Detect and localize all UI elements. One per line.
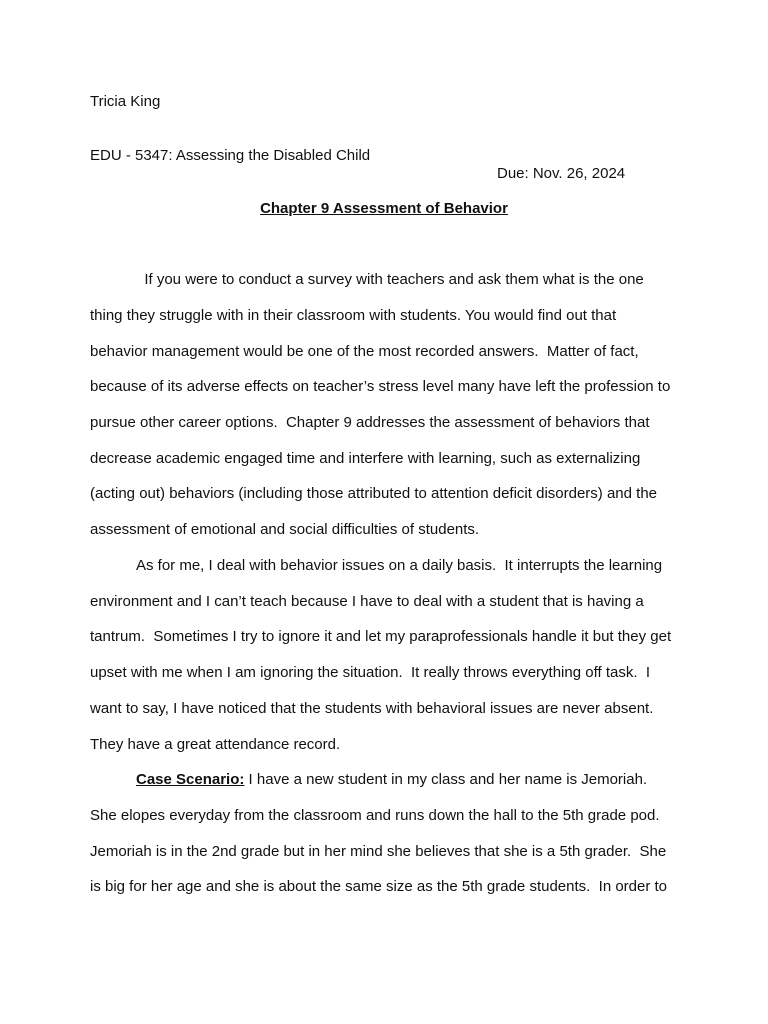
case-scenario-label: Case Scenario: <box>136 771 245 788</box>
paragraph-1-line: because of its adverse effects on teacher’s stress level many have left the profession to <box>90 378 671 395</box>
author-name: Tricia King <box>90 93 161 110</box>
paragraph-1-line: behavior management would be one of the most recorded answers. Matter of fact, <box>90 343 639 360</box>
paragraph-3-line: Jemoriah is in the 2nd grade but in her mind she believes that she is a 5th grader. She <box>90 843 667 860</box>
paragraph-2-line: upset with me when I am ignoring the situation. It really throws everything off task. I <box>90 664 650 681</box>
paragraph-2-line: They have a great attendance record. <box>90 736 341 753</box>
course-title: EDU - 5347: Assessing the Disabled Child <box>90 147 371 164</box>
paragraph-3-line: She elopes everyday from the classroom and runs down the hall to the 5th grade pod. <box>90 807 660 824</box>
paragraph-2-line: tantrum. Sometimes I try to ignore it and let my paraprofessionals handle it but they get <box>90 628 672 645</box>
paragraph-3-first-line <box>136 771 647 789</box>
paragraph-1-line: assessment of emotional and social difficulties of students. <box>90 521 480 538</box>
case-scenario-text: I have a new student in my class and her name is Jemoriah. <box>244 771 648 788</box>
paragraph-3-line: is big for her age and she is about the same size as the 5th grade students. In order to <box>90 878 668 895</box>
course-due-row <box>90 129 650 201</box>
paragraph-1-line: thing they struggle with in their classroom with students. You would find out that <box>90 307 617 324</box>
paragraph-2-line: As for me, I deal with behavior issues on a daily basis. It interrupts the learning <box>136 557 663 574</box>
paragraph-1-line: pursue other career options. Chapter 9 addresses the assessment of behaviors that <box>90 414 650 431</box>
chapter-title: Chapter 9 Assessment of Behavior <box>260 200 508 217</box>
paragraph-2-line: want to say, I have noticed that the students with behavioral issues are never absent. <box>90 700 654 717</box>
paragraph-1-line: If you were to conduct a survey with teachers and ask them what is the one <box>136 271 644 288</box>
paragraph-2-line: environment and I can’t teach because I have to deal with a student that is having a <box>90 593 644 610</box>
paragraph-1-line: (acting out) behaviors (including those attributed to attention deficit disorders) and the <box>90 485 657 502</box>
paragraph-1-line: decrease academic engaged time and interfere with learning, such as externalizing <box>90 450 641 467</box>
due-date: Due: Nov. 26, 2024 <box>497 165 626 182</box>
